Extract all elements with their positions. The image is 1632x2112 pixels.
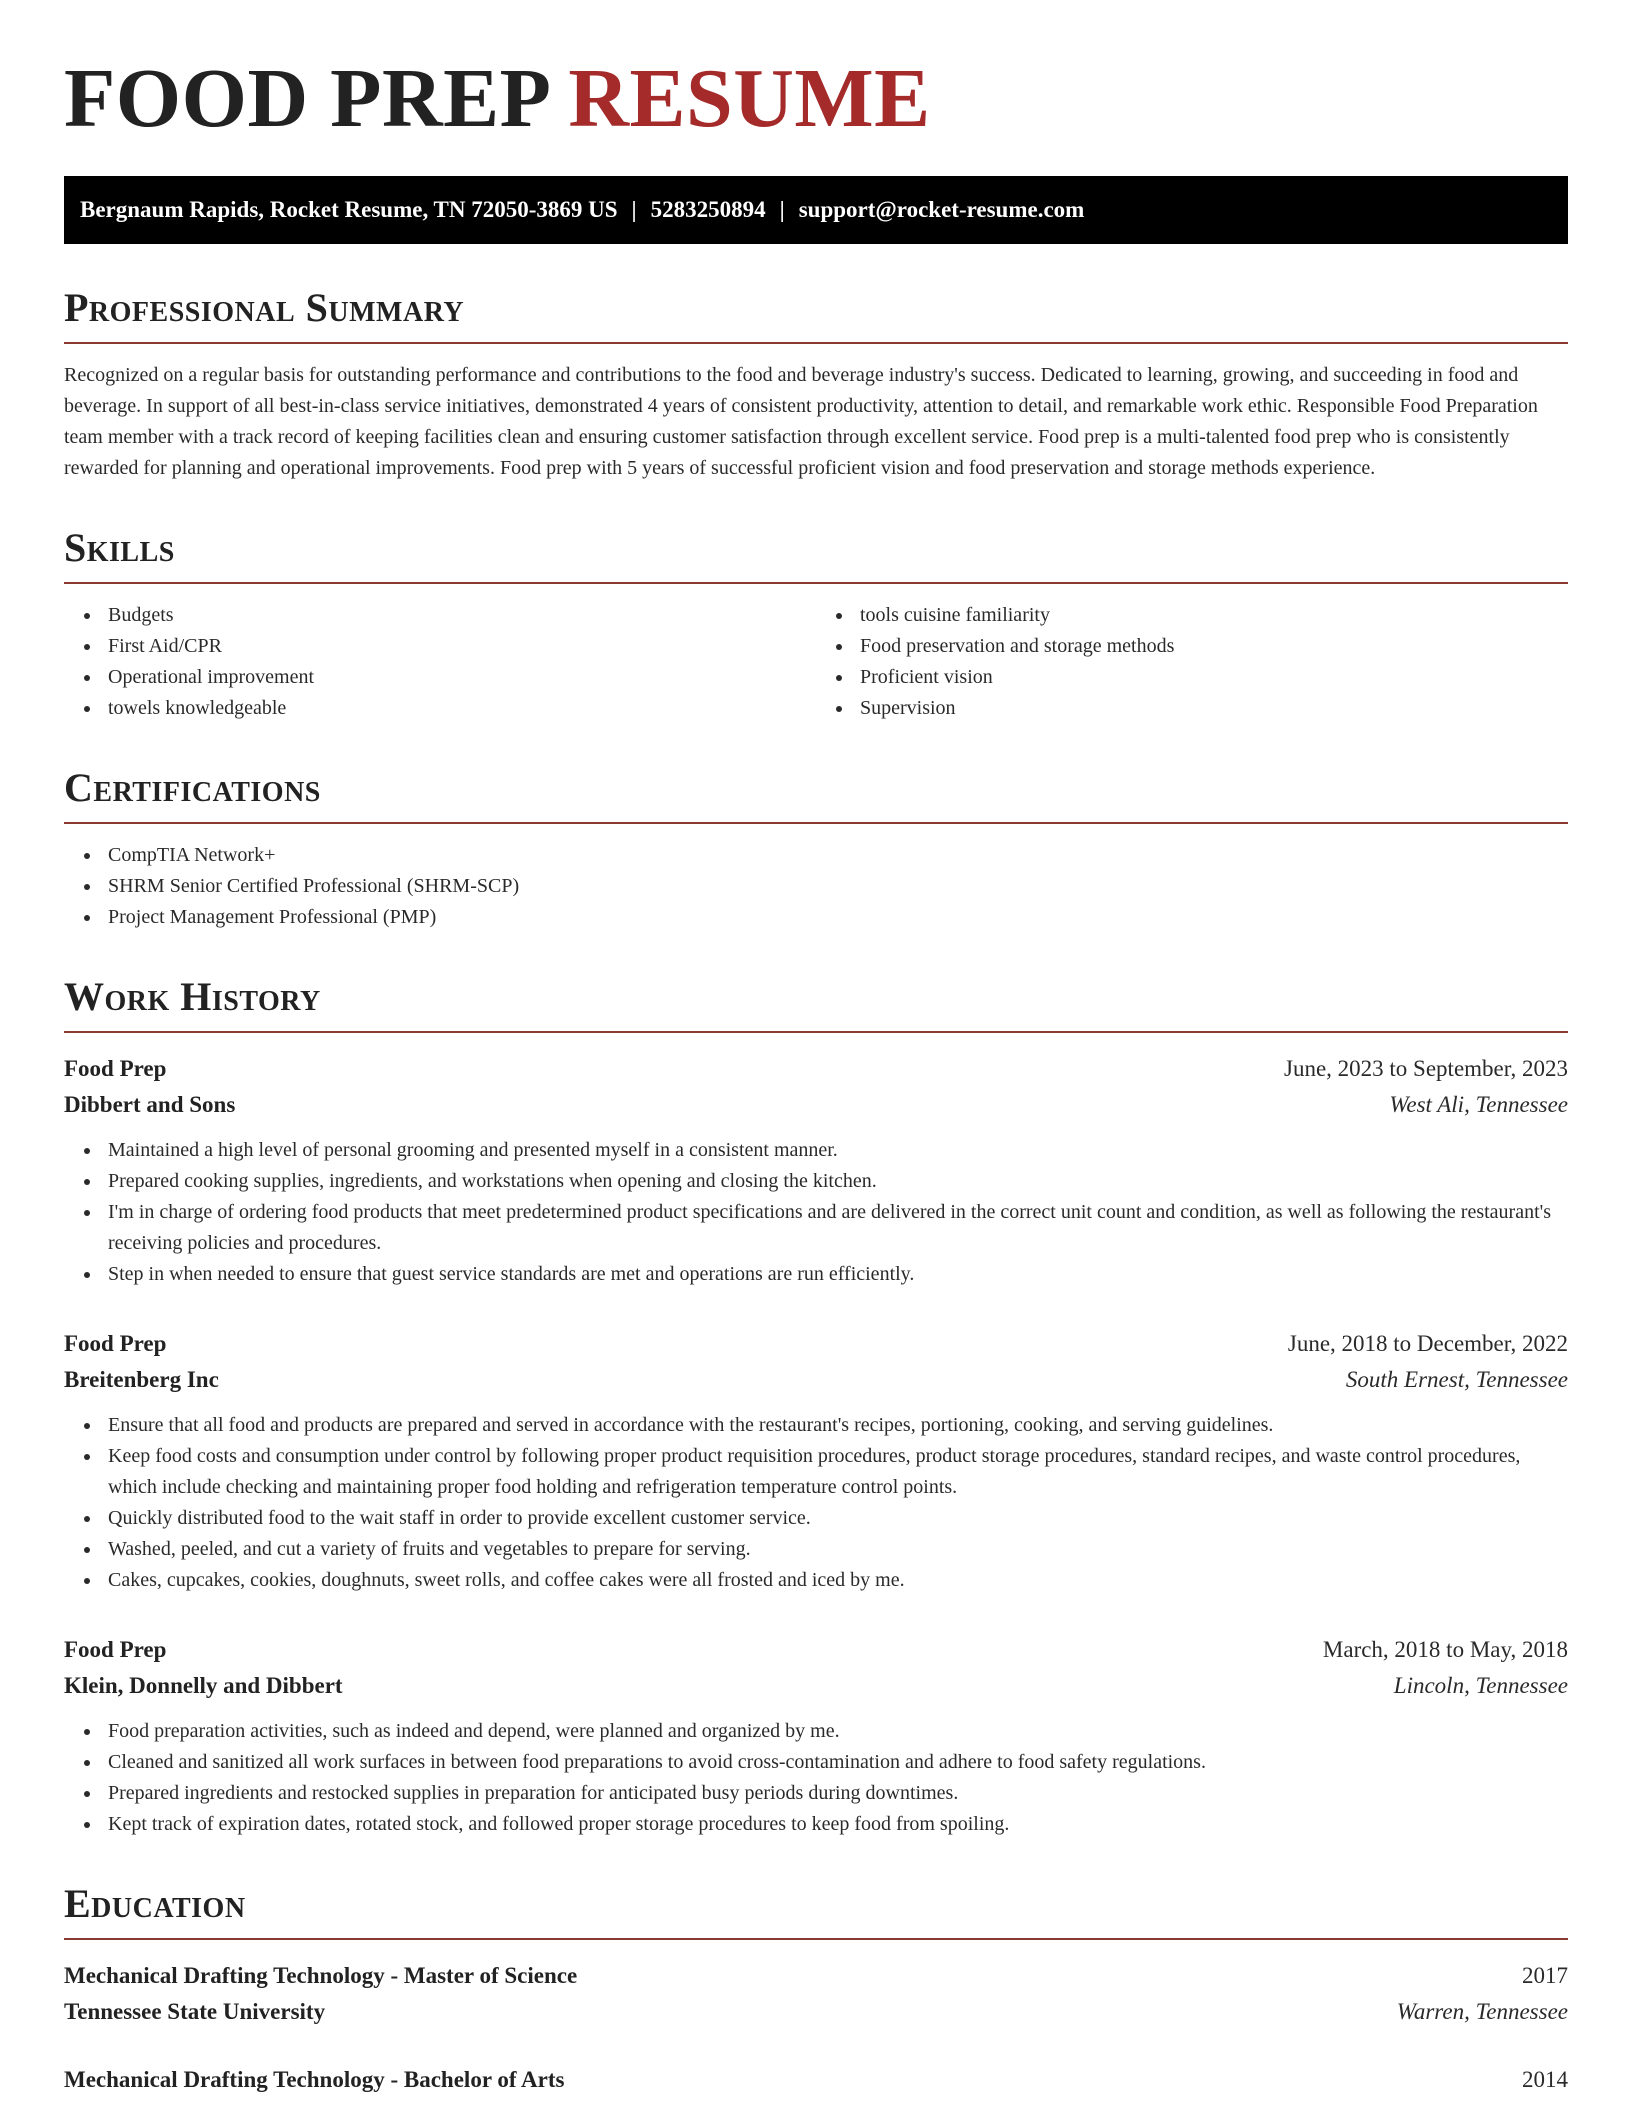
- job-duty-item: Cakes, cupcakes, cookies, doughnuts, sweet rolls, and coffee cakes were all frosted and iced by me.: [108, 1565, 1568, 1596]
- education-entry: [64, 1958, 1568, 2030]
- education-year: 2017: [1522, 1963, 1568, 1988]
- skill-item: Supervision: [860, 693, 1568, 724]
- job-company-row: [64, 1087, 1568, 1123]
- title-accent: RESUME: [568, 52, 931, 145]
- summary-text: Recognized on a regular basis for outstanding performance and contributions to the food and beverage industry's success. Dedicated to learning, growing, and succeeding in food and beverage. In support of all best-in-class service initiatives, demonstrated 4 years of consistent productivity, attention to detail, and remarkable work ethic. Responsible Food Preparation team member with a track record of keeping facilities clean and ensuring customer satisfaction through excellent service. Food prep is a multi-talented food prep who is consistently rewarded for planning and operational improvements. Food prep with 5 years of successful proficient vision and food preservation and storage methods experience.: [64, 364, 1538, 479]
- certifications-section: [64, 766, 1568, 933]
- job-location: West Ali, Tennessee: [1389, 1092, 1568, 1117]
- title-main: FOOD PREP: [64, 52, 547, 145]
- job-entry: [64, 1326, 1568, 1596]
- certifications-heading: Certifications: [64, 765, 321, 810]
- section-divider: [64, 342, 1568, 344]
- skills-heading: Skills: [64, 525, 175, 570]
- contact-email: support@rocket-resume.com: [798, 197, 1085, 222]
- job-duty-item: Step in when needed to ensure that guest service standards are met and operations are run efficiently.: [108, 1259, 1568, 1290]
- skill-item: Food preservation and storage methods: [860, 631, 1568, 662]
- education-header-row: [64, 1958, 1568, 1994]
- education-school-row: [64, 1994, 1568, 2030]
- section-divider: [64, 822, 1568, 824]
- job-entry: [64, 1632, 1568, 1840]
- work-history-section: [64, 975, 1568, 1840]
- certification-item: CompTIA Network+: [108, 840, 1568, 871]
- skill-item: tools cuisine familiarity: [860, 600, 1568, 631]
- job-duties-list: [64, 1716, 1568, 1840]
- job-entry: [64, 1051, 1568, 1290]
- job-location: South Ernest, Tennessee: [1345, 1367, 1568, 1392]
- job-duty-item: I'm in charge of ordering food products that meet predetermined product specifications and are delivered in the correct unit count and condition, as well as following the restaurant's receiving policies and procedures.: [108, 1197, 1568, 1259]
- job-role: Food Prep: [64, 1637, 167, 1662]
- summary-section: [64, 286, 1568, 484]
- contact-separator: |: [631, 197, 637, 222]
- job-header-row: [64, 1051, 1568, 1087]
- job-duty-item: Cleaned and sanitized all work surfaces in between food preparations to avoid cross-contamination and adhere to food safety regulations.: [108, 1747, 1568, 1778]
- education-degree: Mechanical Drafting Technology - Master of Science: [64, 1963, 578, 1988]
- skill-item: First Aid/CPR: [108, 631, 816, 662]
- job-duty-item: Maintained a high level of personal grooming and presented myself in a consistent manner.: [108, 1135, 1568, 1166]
- education-year: 2014: [1522, 2067, 1568, 2092]
- job-role: Food Prep: [64, 1331, 167, 1356]
- job-company: Breitenberg Inc: [64, 1367, 219, 1392]
- job-duty-item: Prepared cooking supplies, ingredients, and workstations when opening and closing the kitchen.: [108, 1166, 1568, 1197]
- skill-item: Proficient vision: [860, 662, 1568, 693]
- contact-bar: [64, 176, 1568, 244]
- skills-list-left: [64, 600, 816, 724]
- education-entry: [64, 2062, 1568, 2098]
- skills-column-left: [64, 584, 816, 724]
- skills-list-right: [816, 600, 1568, 724]
- education-degree: Mechanical Drafting Technology - Bachelor of Arts: [64, 2067, 565, 2092]
- certification-item: Project Management Professional (PMP): [108, 902, 1568, 933]
- job-duty-item: Ensure that all food and products are prepared and served in accordance with the restaurant's recipes, portioning, cooking, and serving guidelines.: [108, 1410, 1568, 1441]
- job-header-row: [64, 1632, 1568, 1668]
- job-dates: June, 2023 to September, 2023: [1284, 1056, 1568, 1081]
- section-divider: [64, 1031, 1568, 1033]
- job-company-row: [64, 1362, 1568, 1398]
- resume-title: [64, 0, 1568, 145]
- education-school: Tennessee State University: [64, 1999, 326, 2024]
- education-heading: Education: [64, 1881, 246, 1926]
- job-duty-item: Quickly distributed food to the wait staff in order to provide excellent customer service.: [108, 1503, 1568, 1534]
- skill-item: Budgets: [108, 600, 816, 631]
- contact-separator: |: [779, 197, 785, 222]
- job-role: Food Prep: [64, 1056, 167, 1081]
- job-company: Klein, Donnelly and Dibbert: [64, 1673, 343, 1698]
- skills-columns: [64, 584, 1568, 724]
- education-header-row: [64, 2062, 1568, 2098]
- job-duty-item: Kept track of expiration dates, rotated stock, and followed proper storage procedures to keep food from spoiling.: [108, 1809, 1568, 1840]
- education-section: [64, 1882, 1568, 2098]
- job-duties-list: [64, 1135, 1568, 1290]
- job-duties-list: [64, 1410, 1568, 1596]
- job-company: Dibbert and Sons: [64, 1092, 236, 1117]
- skill-item: towels knowledgeable: [108, 693, 816, 724]
- work-history-heading: Work History: [64, 974, 321, 1019]
- job-dates: March, 2018 to May, 2018: [1322, 1637, 1568, 1662]
- job-location: Lincoln, Tennessee: [1393, 1673, 1568, 1698]
- summary-heading: Professional Summary: [64, 285, 465, 330]
- job-duty-item: Food preparation activities, such as indeed and depend, were planned and organized by me.: [108, 1716, 1568, 1747]
- skills-section: [64, 526, 1568, 724]
- section-divider: [64, 1938, 1568, 1940]
- job-duty-item: Washed, peeled, and cut a variety of fruits and vegetables to prepare for serving.: [108, 1534, 1568, 1565]
- job-duty-item: Keep food costs and consumption under control by following proper product requisition procedures, product storage procedures, standard recipes, and waste control procedures, which include checking and maintaining proper food holding and refrigeration temperature control points.: [108, 1441, 1568, 1503]
- education-location: Warren, Tennessee: [1396, 1999, 1568, 2024]
- skill-item: Operational improvement: [108, 662, 816, 693]
- contact-address: Bergnaum Rapids, Rocket Resume, TN 72050-3869 US: [80, 197, 618, 222]
- job-company-row: [64, 1668, 1568, 1704]
- certifications-list: [64, 840, 1568, 933]
- skills-column-right: [816, 584, 1568, 724]
- contact-phone: 5283250894: [650, 197, 766, 222]
- job-header-row: [64, 1326, 1568, 1362]
- job-dates: June, 2018 to December, 2022: [1287, 1331, 1568, 1356]
- certification-item: SHRM Senior Certified Professional (SHRM-SCP): [108, 871, 1568, 902]
- job-duty-item: Prepared ingredients and restocked supplies in preparation for anticipated busy periods during downtimes.: [108, 1778, 1568, 1809]
